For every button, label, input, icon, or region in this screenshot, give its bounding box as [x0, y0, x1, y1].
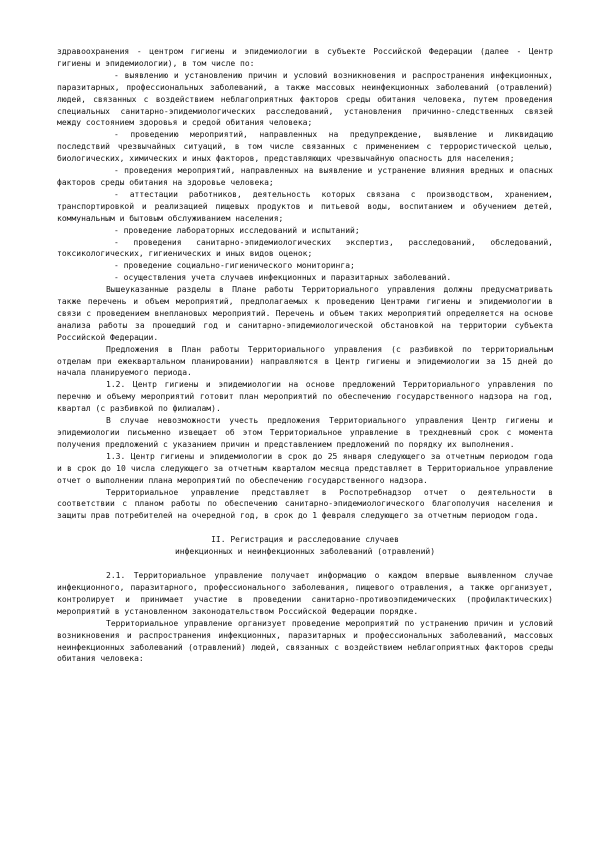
spacer	[57, 522, 553, 534]
list-item: - проведения санитарно-эпидемиологических экспертиз, расследований, обследований, токсикологических, гигиенических и иных видов оценок;	[57, 237, 553, 259]
document-page	[57, 46, 553, 665]
section-paragraph: Территориальное управление организует проведение мероприятий по устранению причин и условий возникновения и распространения инфекционных, паразитарных и профессиональных заболеваний, массовых неинфекционных заболеваний (отравлений) людей, связанных с воздействием неблагоприятных факторов среды обитания человека:	[57, 618, 553, 664]
body-paragraph: 1.2. Центр гигиены и эпидемиологии на основе предложений Территориального управления по перечню и объему мероприятий готовит план мероприятий по обеспечению государственного надзора на год, квартал (с разбивкой по филиалам).	[57, 380, 553, 414]
section-heading-line-1: II. Регистрация и расследование случаев	[211, 535, 399, 545]
list-item: - проведение лабораторных исследований и испытаний;	[114, 225, 360, 235]
list-item: - выявлению и установлению причин и условий возникновения и распространения инфекционных, паразитарных, профессиональных заболеваний, а также массовых неинфекционных заболеваний (отравлений) людей, связанных с воздействием неблагоприятных факторов среды обитания человека, путем проведения специальных санитарно-эпидемиологических расследований, установления причинно-следственных связей между состоянием здоровья и средой обитания человека;	[57, 70, 553, 128]
spacer	[57, 558, 553, 570]
body-paragraph: В случае невозможности учесть предложения Территориального управления Центр гигиены и эпидемиологии письменно извещает об этом Территориальное управление в трехдневный срок с момента получения предложений с указанием причин и представлением предложений по порядку их выполнения.	[57, 416, 553, 449]
body-paragraph: Предложения в План работы Территориального управления (с разбивкой по территориальным отделам при ежеквартальном планировании) направляются в Центр гигиены и эпидемиологии за 15 дней до начала планируемого периода.	[57, 344, 553, 378]
list-item: - проведение социально-гигиенического мониторинга;	[114, 261, 355, 271]
body-paragraph: 1.3. Центр гигиены и эпидемиологии в срок до 25 января следующего за отчетным периодом года и в срок до 10 числа следующего за отчетным кварталом месяца представляет в Территориальное управление отчет о выполнении плана мероприятий по обеспечению государственного надзора.	[57, 451, 553, 485]
list-item: - проведения мероприятий, направленных на выявление и устранение влияния вредных и опасных факторов среды обитания на здоровье человека;	[57, 166, 553, 187]
intro-paragraph: здравоохранения - центром гигиены и эпидемиологии в субъекте Российской Федерации (далее - Центр гигиены и эпидемиологии), в том числе по:	[57, 47, 553, 68]
list-item: - осуществления учета случаев инфекционных и паразитарных заболеваний.	[114, 273, 452, 283]
list-item: - проведению мероприятий, направленных на предупреждение, выявление и ликвидацию последствий чрезвычайных ситуаций, в том числе связанных с применением с террористической целью, биологических, химических и иных факторов, представляющих чрезвычайную опасность для населения;	[57, 130, 553, 164]
body-paragraph: Вышеуказанные разделы в Плане работы Территориального управления должны предусматривать также перечень и объем мероприятий, предполагаемых к проведению Центрами гигиены и эпидемиологии в связи с проведением внеплановых мероприятий. Перечень и объем таких мероприятий определяется на основе анализа работы за прошедший год и санитарно-эпидемиологической обстановкой на территории субъекта Российской Федерации.	[57, 285, 553, 342]
section-paragraph: 2.1. Территориальное управление получает информацию о каждом впервые выявленном случае инфекционного, паразитарного, профессионального заболевания, пищевого отравления, а также организует, контролирует и принимает участие в проведении санитарно-противоэпидемических (профилактических) мероприятий в установленном законодательством Российской Федерации порядке.	[57, 571, 553, 616]
body-paragraph: Территориальное управление представляет в Роспотребнадзор отчет о деятельности в соответствии с планом работы по обеспечению санитарно-эпидемиологического благополучия населения и защиты прав потребителей на очередной год, в срок до 1 февраля следующего за отчетным периодом года.	[57, 487, 553, 521]
list-item: - аттестации работников, деятельность которых связана с производством, хранением, транспортировкой и реализацией пищевых продуктов и питьевой воды, воспитанием и обучением детей, коммунальным и бытовым обслуживанием населения;	[57, 189, 553, 223]
section-heading-line-2: инфекционных и неинфекционных заболеваний (отравлений)	[174, 547, 436, 557]
